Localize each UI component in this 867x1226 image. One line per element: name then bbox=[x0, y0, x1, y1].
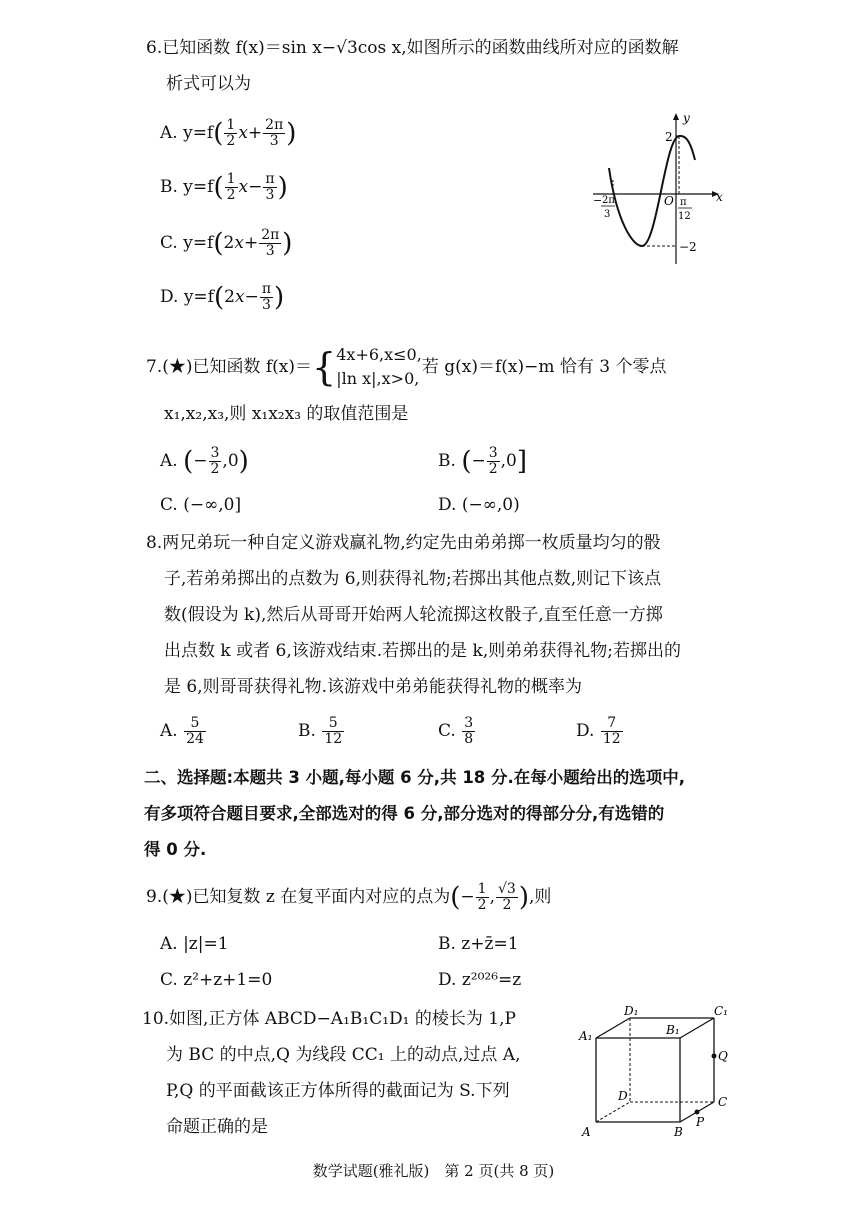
q10-line-3: P,Q 的平面截该正方体所得的截面记为 S.下列 bbox=[166, 1081, 510, 1101]
q8-line-4: 出点数 k 或者 6,该游戏结束.若掷出的是 k,则弟弟获得礼物;若掷出的 bbox=[164, 641, 681, 661]
section-2-line-1: 二、选择题:本题共 3 小题,每小题 6 分,共 18 分.在每小题给出的选项中, bbox=[144, 768, 686, 787]
label-c: C bbox=[718, 1095, 728, 1109]
q9-line: 9.(★)已知复数 z 在复平面内对应的点为(− $\frac{1}{2}$ , $\frac{√3}{2}$ ),则 bbox=[146, 881, 552, 913]
option-label: C. y=f bbox=[160, 233, 214, 253]
q10-line-1: 10.如图,正方体 ABCD−A₁B₁C₁D₁ 的棱长为 1,P bbox=[142, 1009, 516, 1029]
page-footer: 数学试题(雅礼版) 第 2 页(共 8 页) bbox=[312, 1162, 555, 1180]
option-label: A. y=f bbox=[160, 123, 214, 143]
q7-case-1: 4x+6,x≤0, bbox=[336, 345, 422, 364]
q10-line-4: 命题正确的是 bbox=[166, 1117, 268, 1137]
q8-option-d: D. $\frac{7}{12}$ bbox=[576, 715, 621, 747]
point-q bbox=[712, 1054, 717, 1059]
edge-b1-c1 bbox=[680, 1018, 714, 1038]
sine-curve bbox=[609, 136, 695, 246]
q7-option-b: B. (− $\frac{3}{2}$ ,0] bbox=[438, 445, 528, 477]
q6-option-c: C. y=f(2x+ $\frac{2\pi}{3}$ ) bbox=[160, 227, 293, 259]
q9-option-b: B. z+z̄=1 bbox=[438, 934, 519, 954]
q6-option-a: A. y=f( $\frac{1}{2}$ x+ $\frac{2\pi}{3}$ ) bbox=[160, 117, 297, 149]
q8-option-b: B. $\frac{5}{12}$ bbox=[298, 715, 343, 747]
edge-a1-d1 bbox=[596, 1018, 630, 1038]
q7-option-c: C. (−∞,0] bbox=[160, 495, 242, 515]
q8-line-1: 8.两兄弟玩一种自定义游戏赢礼物,约定先由弟弟掷一枚质量均匀的骰 bbox=[146, 533, 661, 553]
origin-label: O bbox=[664, 194, 674, 208]
option-label: D. y=f bbox=[160, 287, 214, 307]
q8-line-2: 子,若弟弟掷出的点数为 6,则获得礼物;若掷出其他点数,则记下该点 bbox=[164, 569, 662, 589]
label-d1: D₁ bbox=[624, 1004, 639, 1018]
option-label: B. y=f bbox=[160, 177, 214, 197]
q7-line-2: x₁,x₂,x₃,则 x₁x₂x₃ 的取值范围是 bbox=[164, 404, 409, 424]
y-axis-arrow bbox=[673, 113, 679, 120]
q6-function-graph bbox=[585, 108, 735, 268]
section-2-line-2: 有多项符合题目要求,全部选对的得 6 分,部分选对的得部分分,有选错的 bbox=[144, 804, 665, 823]
q9-option-c: C. z²+z+1=0 bbox=[160, 970, 273, 990]
q8-option-c: C. $\frac{3}{8}$ bbox=[438, 715, 474, 747]
y-axis-label: y bbox=[683, 111, 690, 125]
section-2-line-3: 得 0 分. bbox=[144, 840, 207, 859]
q7-option-a: A. (− $\frac{3}{2}$ ,0) bbox=[160, 445, 249, 477]
label-b1: B₁ bbox=[666, 1023, 680, 1037]
q10-cube-figure bbox=[576, 1004, 736, 1140]
q6-line-2: 析式可以为 bbox=[166, 74, 251, 94]
y-max-label: 2 bbox=[665, 130, 673, 144]
q6-line-1: 6.已知函数 f(x)＝sin x−√3cos x,如图所示的函数曲线所对应的函数解 bbox=[146, 38, 679, 58]
label-q: Q bbox=[718, 1049, 728, 1063]
q9-prefix: 9.(★)已知复数 z 在复平面内对应的点为 bbox=[146, 887, 451, 907]
label-b: B bbox=[674, 1125, 683, 1139]
point-p bbox=[695, 1110, 700, 1115]
label-p: P bbox=[696, 1115, 705, 1129]
label-c1: C₁ bbox=[714, 1004, 728, 1018]
q9-option-d: D. z²⁰²⁶=z bbox=[438, 970, 522, 990]
q7-suffix: 若 g(x)＝f(x)−m 恰有 3 个零点 bbox=[421, 357, 667, 377]
q6-option-b: B. y=f( $\frac{1}{2}$ x− $\frac{\pi}{3}$ ) bbox=[160, 171, 288, 203]
y-min-label: −2 bbox=[679, 240, 697, 254]
q9-option-a: A. |z|=1 bbox=[160, 934, 229, 954]
svg-text:12: 12 bbox=[678, 211, 691, 222]
label-d: D bbox=[618, 1089, 628, 1103]
q7-line-1: 7.(★)已知函数 f(x)＝{ 4x+6,x≤0, |ln x|,x>0, 若 g(x)＝f(x)−m 恰有 3 个零点 bbox=[146, 345, 667, 389]
label-a1: A₁ bbox=[579, 1029, 593, 1043]
q7-case-2: |ln x|,x>0, bbox=[336, 369, 420, 388]
svg-text:−: − bbox=[593, 194, 603, 207]
q7-option-d: D. (−∞,0) bbox=[438, 495, 520, 515]
q10-line-2: 为 BC 的中点,Q 为线段 CC₁ 上的动点,过点 A, bbox=[166, 1045, 521, 1065]
q9-suffix: ,则 bbox=[528, 887, 552, 907]
edge-a-d bbox=[596, 1102, 630, 1122]
label-a: A bbox=[582, 1125, 591, 1139]
q8-line-3: 数(假设为 k),然后从哥哥开始两人轮流掷这枚骰子,直至任意一方掷 bbox=[164, 605, 663, 625]
q7-prefix: 7.(★)已知函数 f(x)＝ bbox=[146, 357, 313, 377]
q8-option-a: A. $\frac{5}{24}$ bbox=[160, 715, 204, 747]
q6-option-d: D. y=f(2x− $\frac{\pi}{3}$ ) bbox=[160, 281, 285, 313]
svg-text:2π: 2π bbox=[602, 195, 615, 206]
q8-line-5: 是 6,则哥哥获得礼物.该游戏中弟弟能获得礼物的概率为 bbox=[164, 677, 583, 697]
svg-text:3: 3 bbox=[604, 209, 611, 220]
x-axis-label: x bbox=[716, 190, 723, 204]
svg-text:π: π bbox=[680, 197, 687, 208]
